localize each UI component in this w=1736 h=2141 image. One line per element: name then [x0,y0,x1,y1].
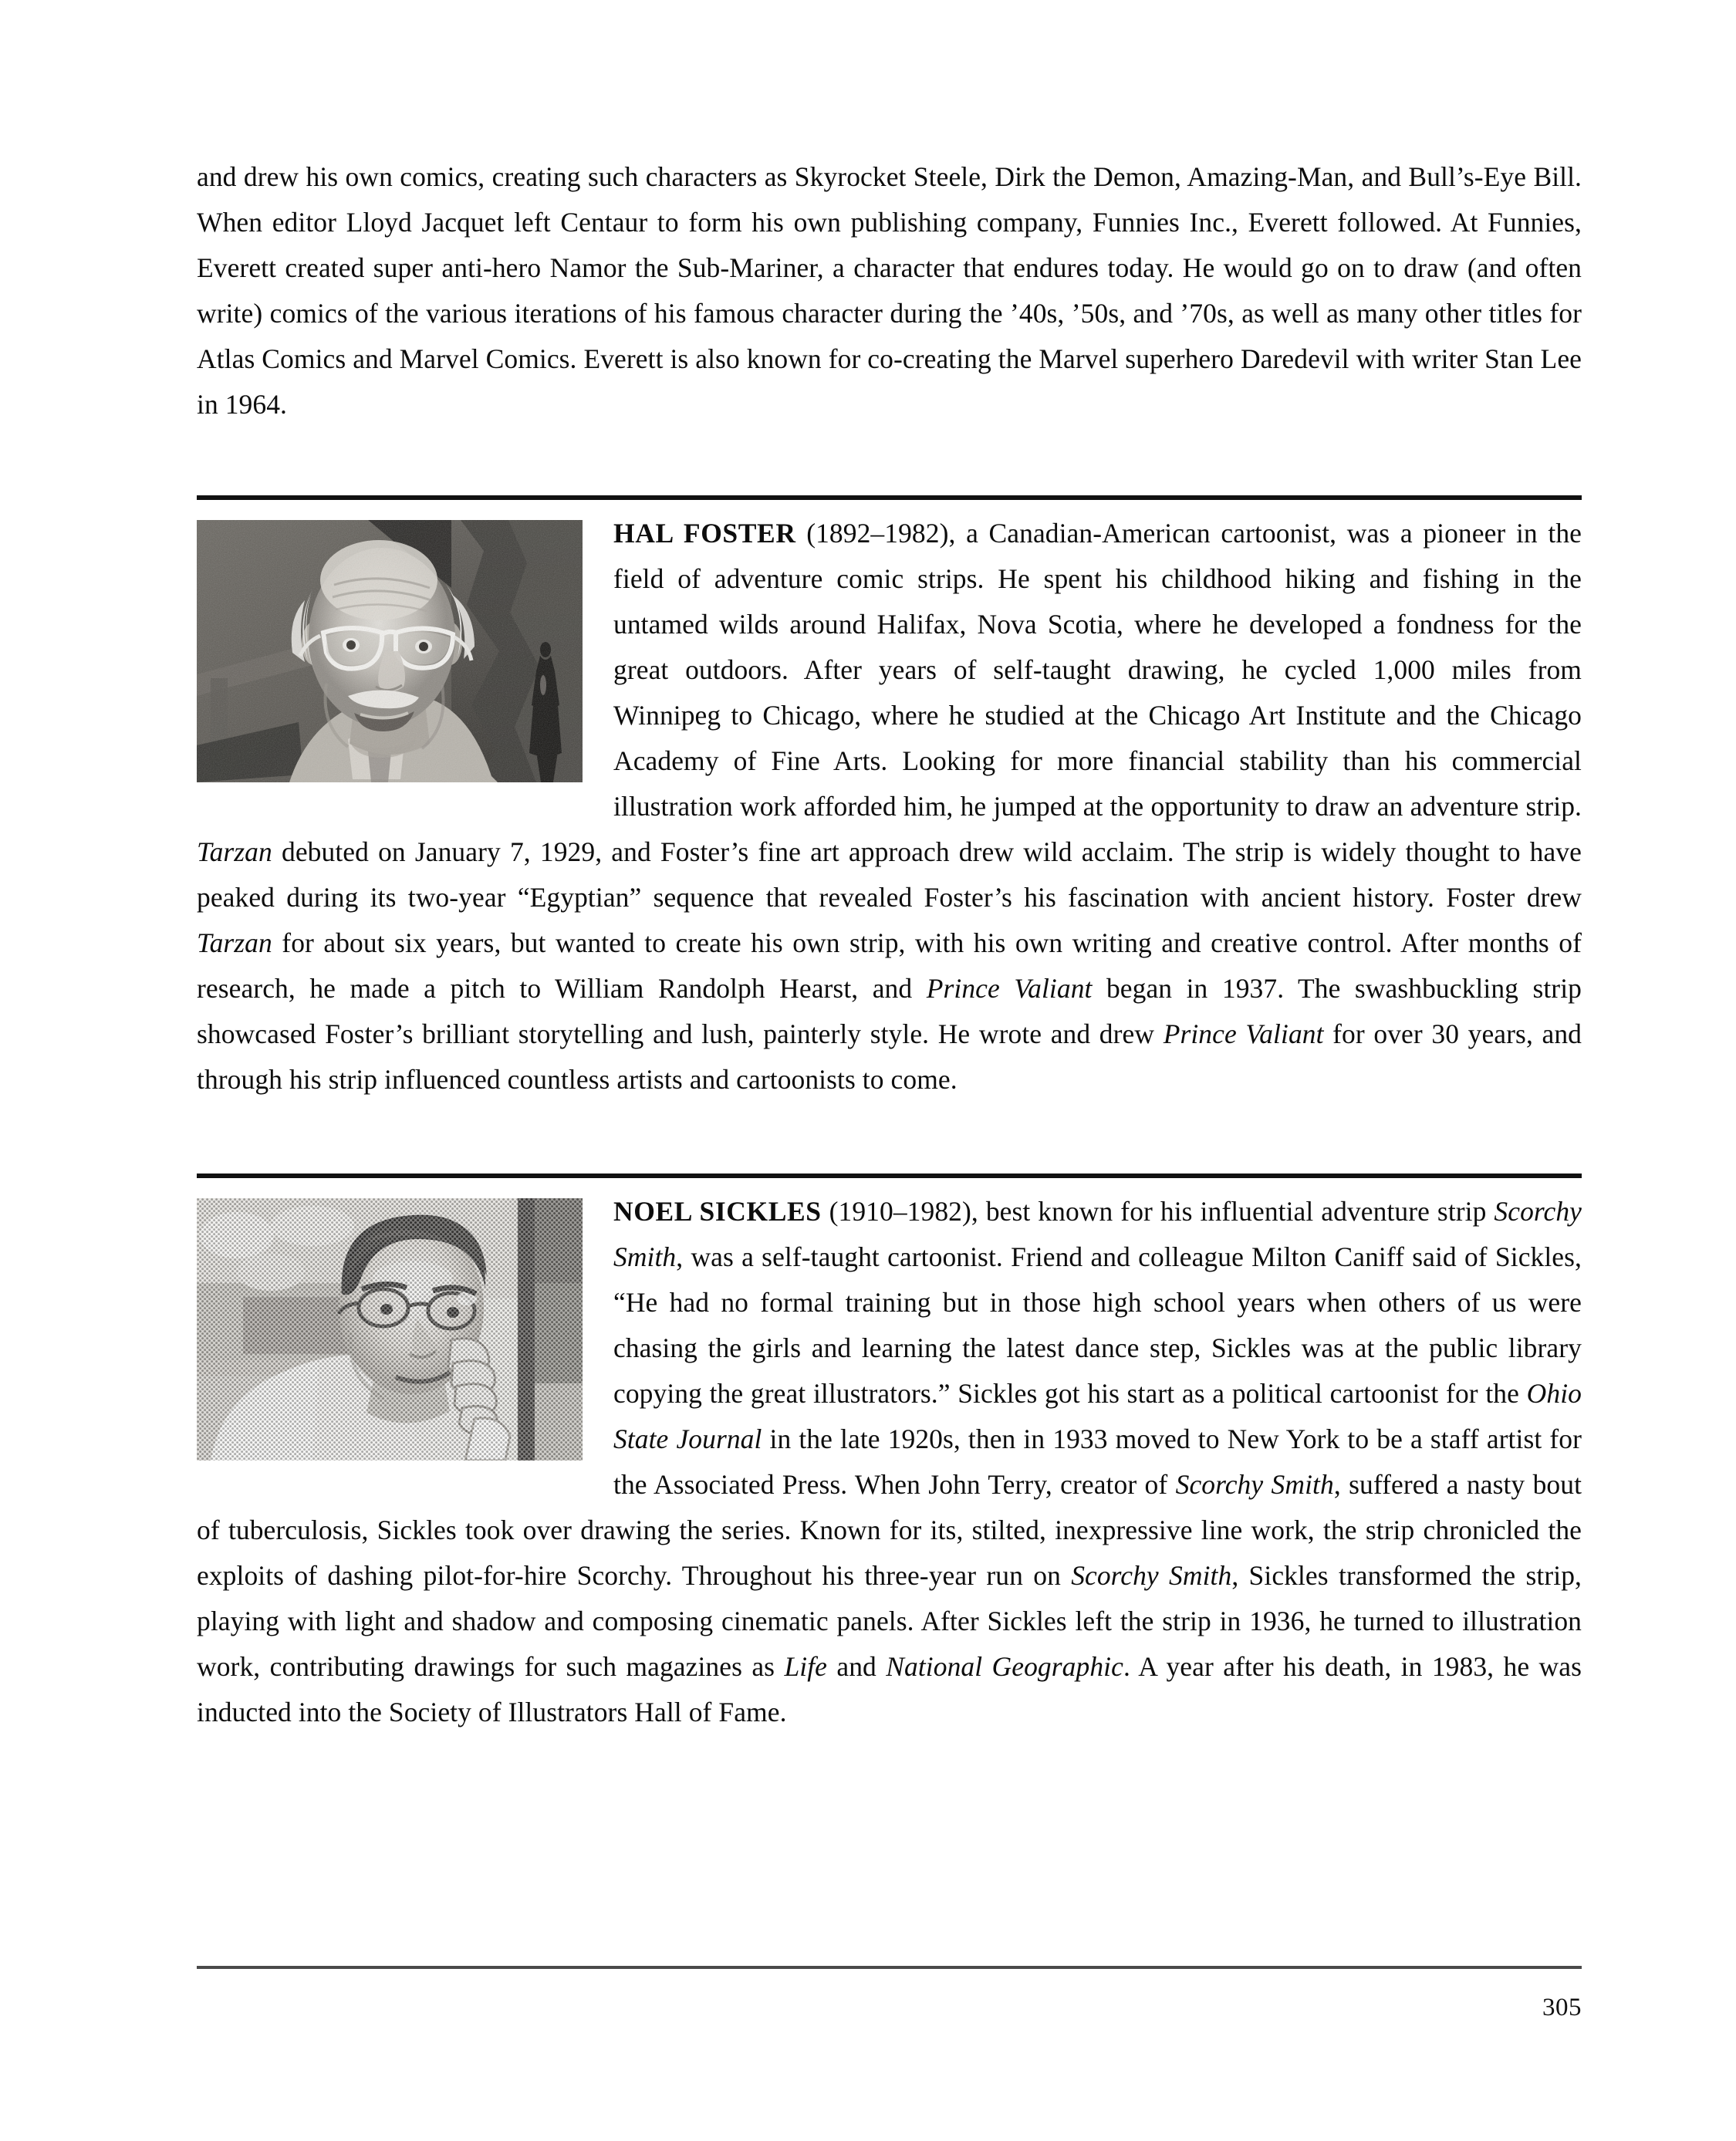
bio-section-hal-foster [197,511,1582,1103]
title-prince-valiant-2: Prince Valiant [1163,1018,1324,1049]
portrait-photo-hal-foster [197,520,583,782]
title-national-geographic: National Geographic [886,1651,1123,1682]
bio-text-run-2: , was a self-taught cartoonist. Friend and colleague Milton Caniff said of Sickles, “He had no formal training but in those high school years when others of us were chasing the girls and learning the latest dance step, Sickles was at the public library copying the great illustrators.” Sickles got his start as a political cartoonist for the [613,1241,1582,1409]
bio-section-noel-sickles [197,1189,1582,1735]
bio-lead-in-name: NOEL SICKLES [613,1196,822,1227]
bio-text-run-3: in the late 1920s, then in 1933 moved to New York to be a staff artist for the Associated Press. When John Terry, creator of [613,1423,1582,1500]
title-scorchy-smith-2: Scorchy Smith [1175,1469,1334,1500]
bio-text-run-2: debuted on January 7, 1929, and Foster’s fine art approach drew wild acclaim. The strip is widely thought to have peaked during its two-year “Egyptian” sequence that revealed Foster’s his fascination with ancient history. Foster drew [197,836,1582,913]
spacer [197,1178,1582,1189]
title-tarzan-2: Tarzan [197,927,272,958]
bio-text-run-4: , suffered a nasty bout of tuberculosis, Sickles took over drawing the series. Known for its, stilted, inexpressive line work, the strip chronicled the exploits of dashing pilot-for-hire Scorchy. Throughout his three-year run on [197,1469,1582,1591]
bio-text-run-4: began in 1937. The swashbuckling strip showcased Foster’s brilliant storytelling and lush, painterly style. He wrote and drew [197,973,1582,1049]
bio-text-run-5: , Sickles transformed the strip, playing with light and shadow and composing cinematic panels. After Sickles left the strip in 1936, he turned to illustration work, contributing drawings for such magazines as [197,1560,1582,1682]
spacer [197,427,1582,495]
portrait-photo-noel-sickles [197,1198,583,1461]
bio-lead-in-name: HAL FOSTER [613,518,796,549]
title-prince-valiant-1: Prince Valiant [926,973,1093,1004]
spacer [197,500,1582,511]
title-tarzan-1: Tarzan [197,836,272,867]
bio-text-run-3: for about six years, but wanted to create his own strip, with his own writing and creative control. After months of research, he made a pitch to William Randolph Hearst, and [197,927,1582,1004]
title-scorchy-smith-3: Scorchy Smith [1071,1560,1232,1591]
bio-text-run-1: (1910–1982), best known for his influential adventure strip [821,1196,1495,1227]
title-life: Life [784,1651,827,1682]
bio-text-run-6: and [827,1651,887,1682]
page-content [197,154,1582,1735]
footer-rule [197,1966,1582,1969]
title-ohio-state-journal: Ohio State Journal [613,1378,1582,1454]
page-number: 305 [1542,1994,1582,2021]
continued-paragraph: and drew his own comics, creating such characters as Skyrocket Steele, Dirk the Demon, Amazing-Man, and Bull’s-Eye Bill. When editor Lloyd Jacquet left Centaur to form his own publishing company, Funnies Inc., Everett followed. At Funnies, Everett created super anti-hero Namor the Sub-Mariner, a character that endures today. He would go on to draw (and often write) comics of the various iterations of his famous character during the ’40s, ’50s, and ’70s, as well as many other titles for Atlas Comics and Marvel Comics. Everett is also known for co-creating the Marvel superhero Daredevil with writer Stan Lee in 1964. [197,161,1582,420]
spacer [197,1103,1582,1173]
bio-text-run-5: for over 30 years, and through his strip influenced countless artists and cartoonists to come. [197,1018,1582,1095]
bio-text-run-7: . A year after his death, in 1983, he was inducted into the Society of Illustrators Hall of Fame. [197,1651,1582,1727]
title-scorchy-smith-1: Scorchy Smith [613,1196,1582,1272]
bio-text-run-1: (1892–1982), a Canadian-American cartoonist, was a pioneer in the field of adventure comic strips. He spent his childhood hiking and fishing in the untamed wilds around Halifax, Nova Scotia, where he developed a fondness for the great outdoors. After years of self-taught drawing, he cycled 1,000 miles from Winnipeg to Chicago, where he studied at the Chicago Art Institute and the Chicago Academy of Fine Arts. Looking for more financial stability than his commercial illustration work afforded him, he jumped at the opportunity to draw an adventure strip. [613,518,1582,822]
